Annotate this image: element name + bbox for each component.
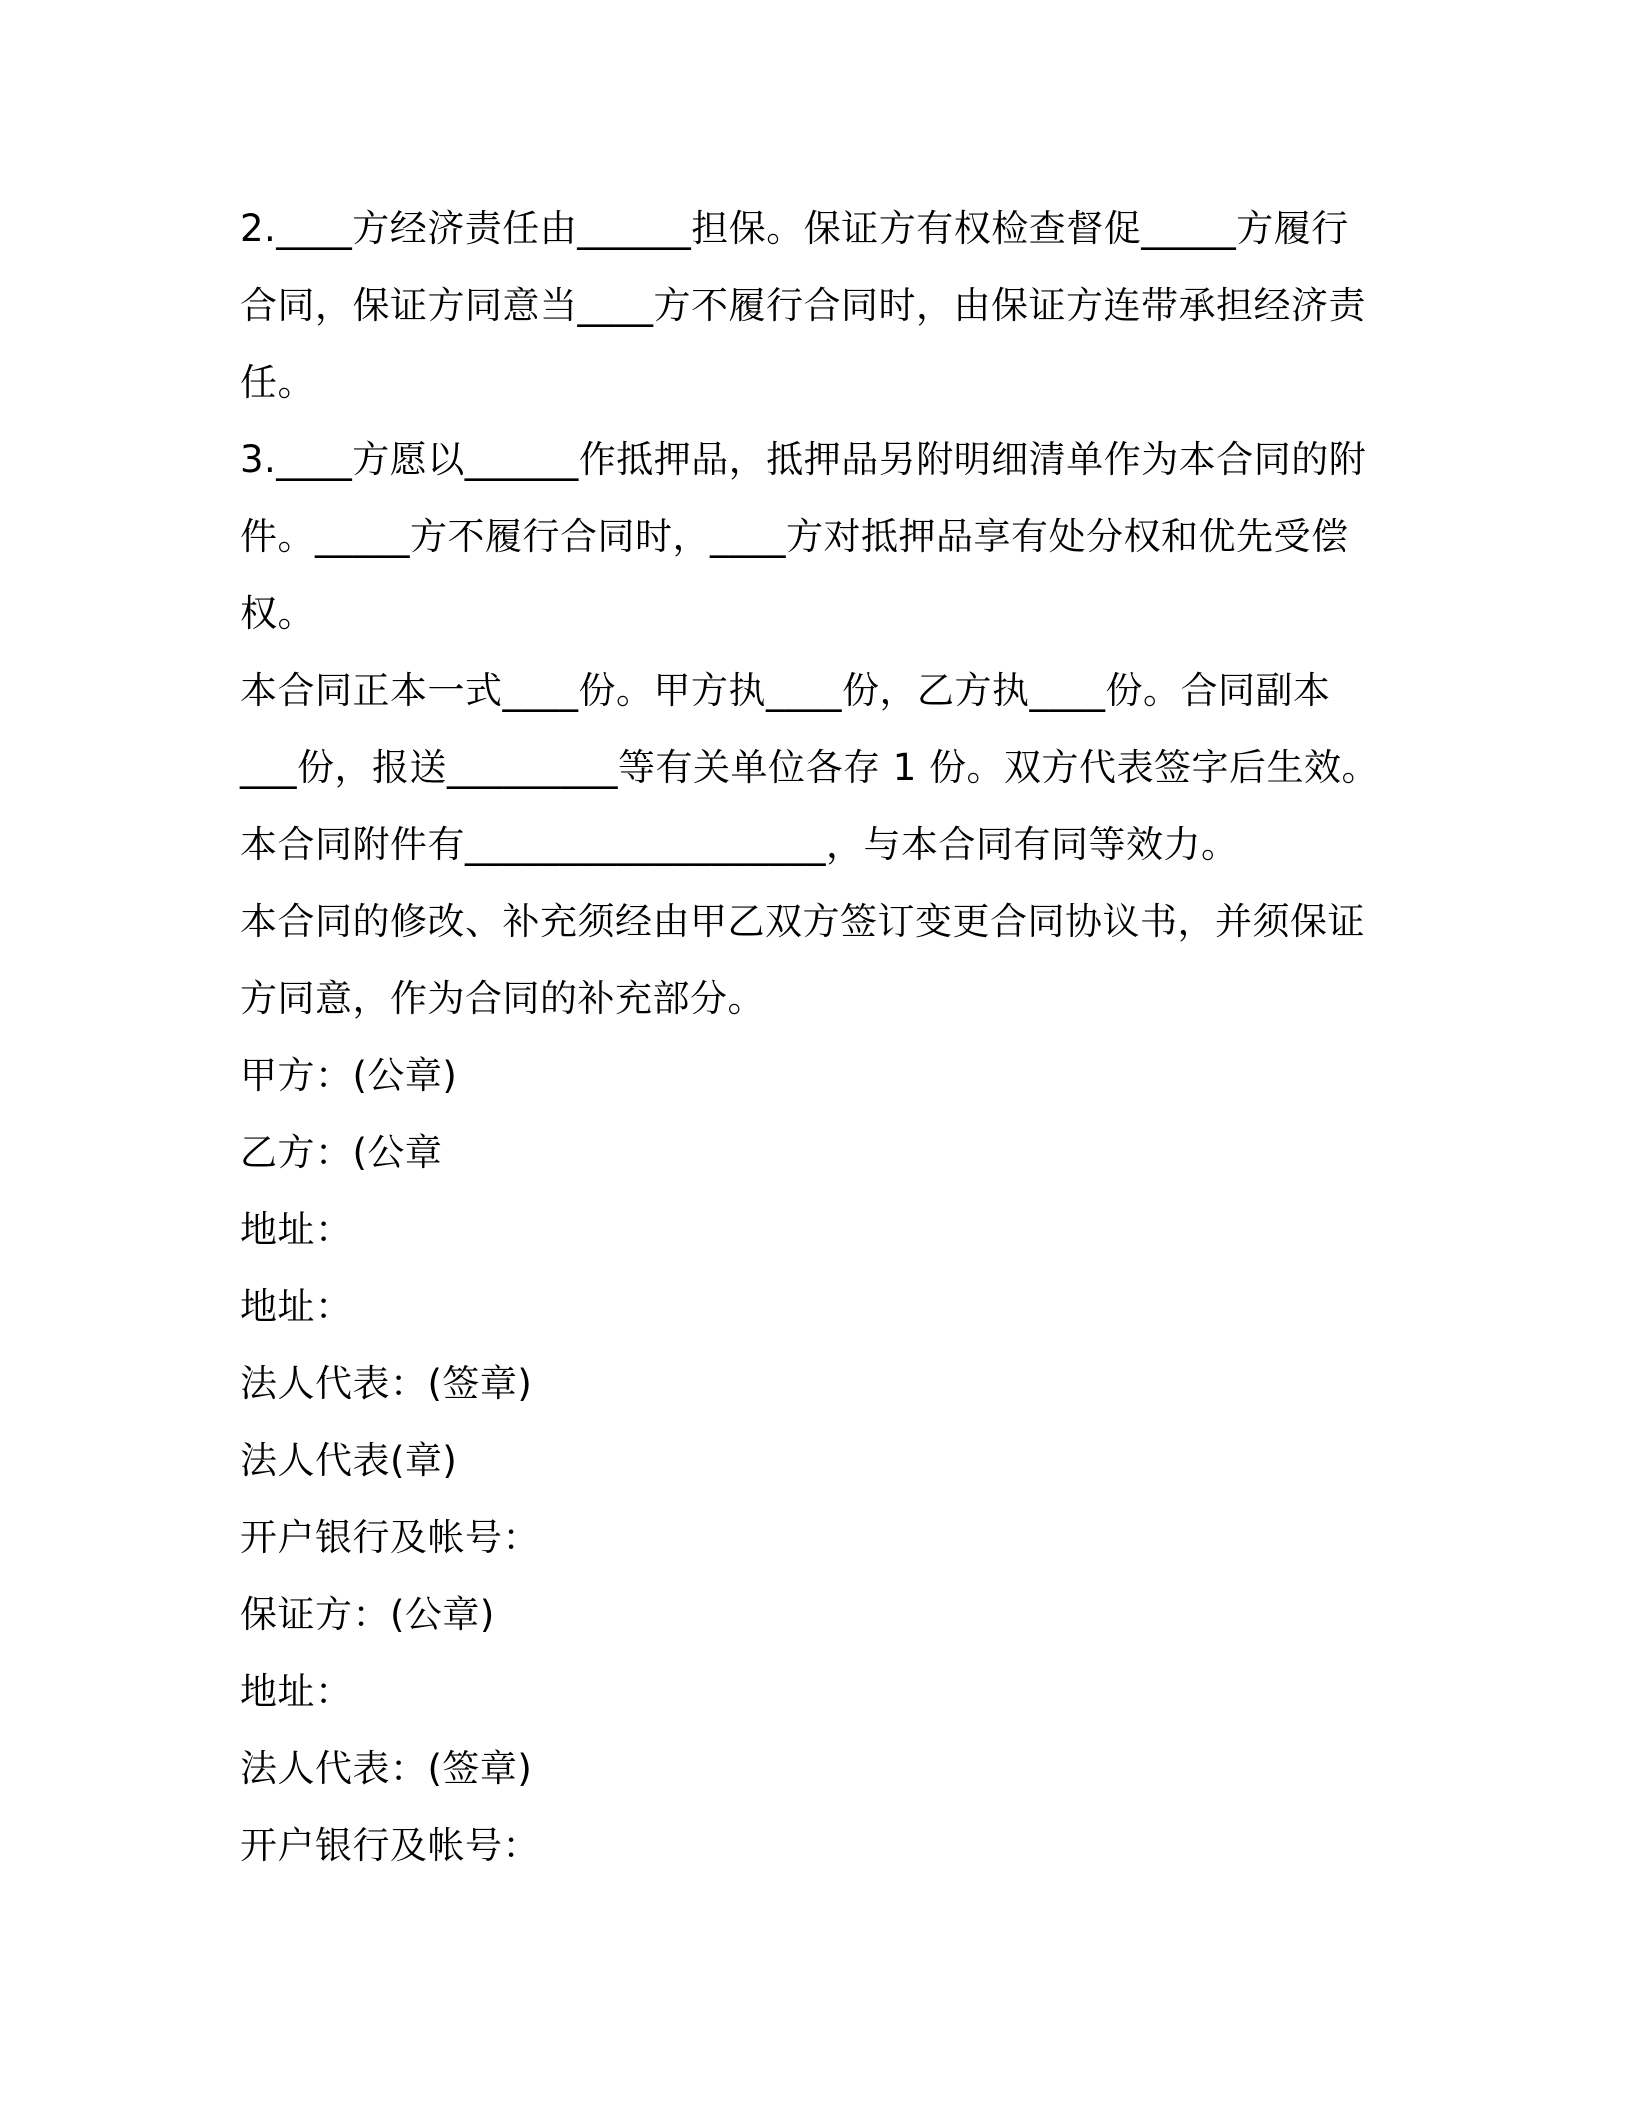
party-b-address: 地址： bbox=[240, 1285, 353, 1328]
document-page bbox=[240, 190, 1400, 1884]
clause-2-line-1: 2.____方经济责任由______担保。保证方有权检查督促_____方履行 bbox=[240, 207, 1349, 250]
amendment-clause-line-1: 本合同的修改、补充须经由甲乙双方签订变更合同协议书，并须保证 bbox=[240, 900, 1365, 943]
clause-3-line-3: 权。 bbox=[240, 592, 315, 635]
party-a-address: 地址： bbox=[240, 1208, 353, 1251]
clause-3-line-2: 件。_____方不履行合同时，____方对抵押品享有处分权和优先受偿 bbox=[240, 515, 1349, 558]
clause-2-line-3: 任。 bbox=[240, 361, 315, 404]
amendment-clause-line-2: 方同意，作为合同的补充部分。 bbox=[240, 977, 765, 1020]
guarantor-seal: 保证方：(公章) bbox=[240, 1593, 495, 1636]
legal-representative-signature: 法人代表：(签章) bbox=[240, 1362, 533, 1405]
copies-clause-line-1: 本合同正本一式____份。甲方执____份，乙方执____份。合同副本 bbox=[240, 669, 1331, 712]
guarantor-legal-representative: 法人代表：(签章) bbox=[240, 1747, 533, 1790]
attachments-clause: 本合同附件有___________________，与本合同有同等效力。 bbox=[240, 823, 1239, 866]
legal-representative-seal: 法人代表(章) bbox=[240, 1439, 458, 1482]
guarantor-address: 地址： bbox=[240, 1670, 353, 1713]
bank-account: 开户银行及帐号： bbox=[240, 1516, 540, 1559]
guarantor-bank-account: 开户银行及帐号： bbox=[240, 1824, 540, 1867]
copies-clause-line-2: ___份，报送_________等有关单位各存 1 份。双方代表签字后生效。 bbox=[240, 746, 1380, 789]
party-a-seal: 甲方：(公章) bbox=[240, 1054, 458, 1097]
clause-2-line-2: 合同，保证方同意当____方不履行合同时，由保证方连带承担经济责 bbox=[240, 284, 1366, 327]
clause-3-line-1: 3.____方愿以______作抵押品，抵押品另附明细清单作为本合同的附 bbox=[240, 438, 1367, 481]
party-b-seal: 乙方：(公章 bbox=[240, 1131, 443, 1174]
